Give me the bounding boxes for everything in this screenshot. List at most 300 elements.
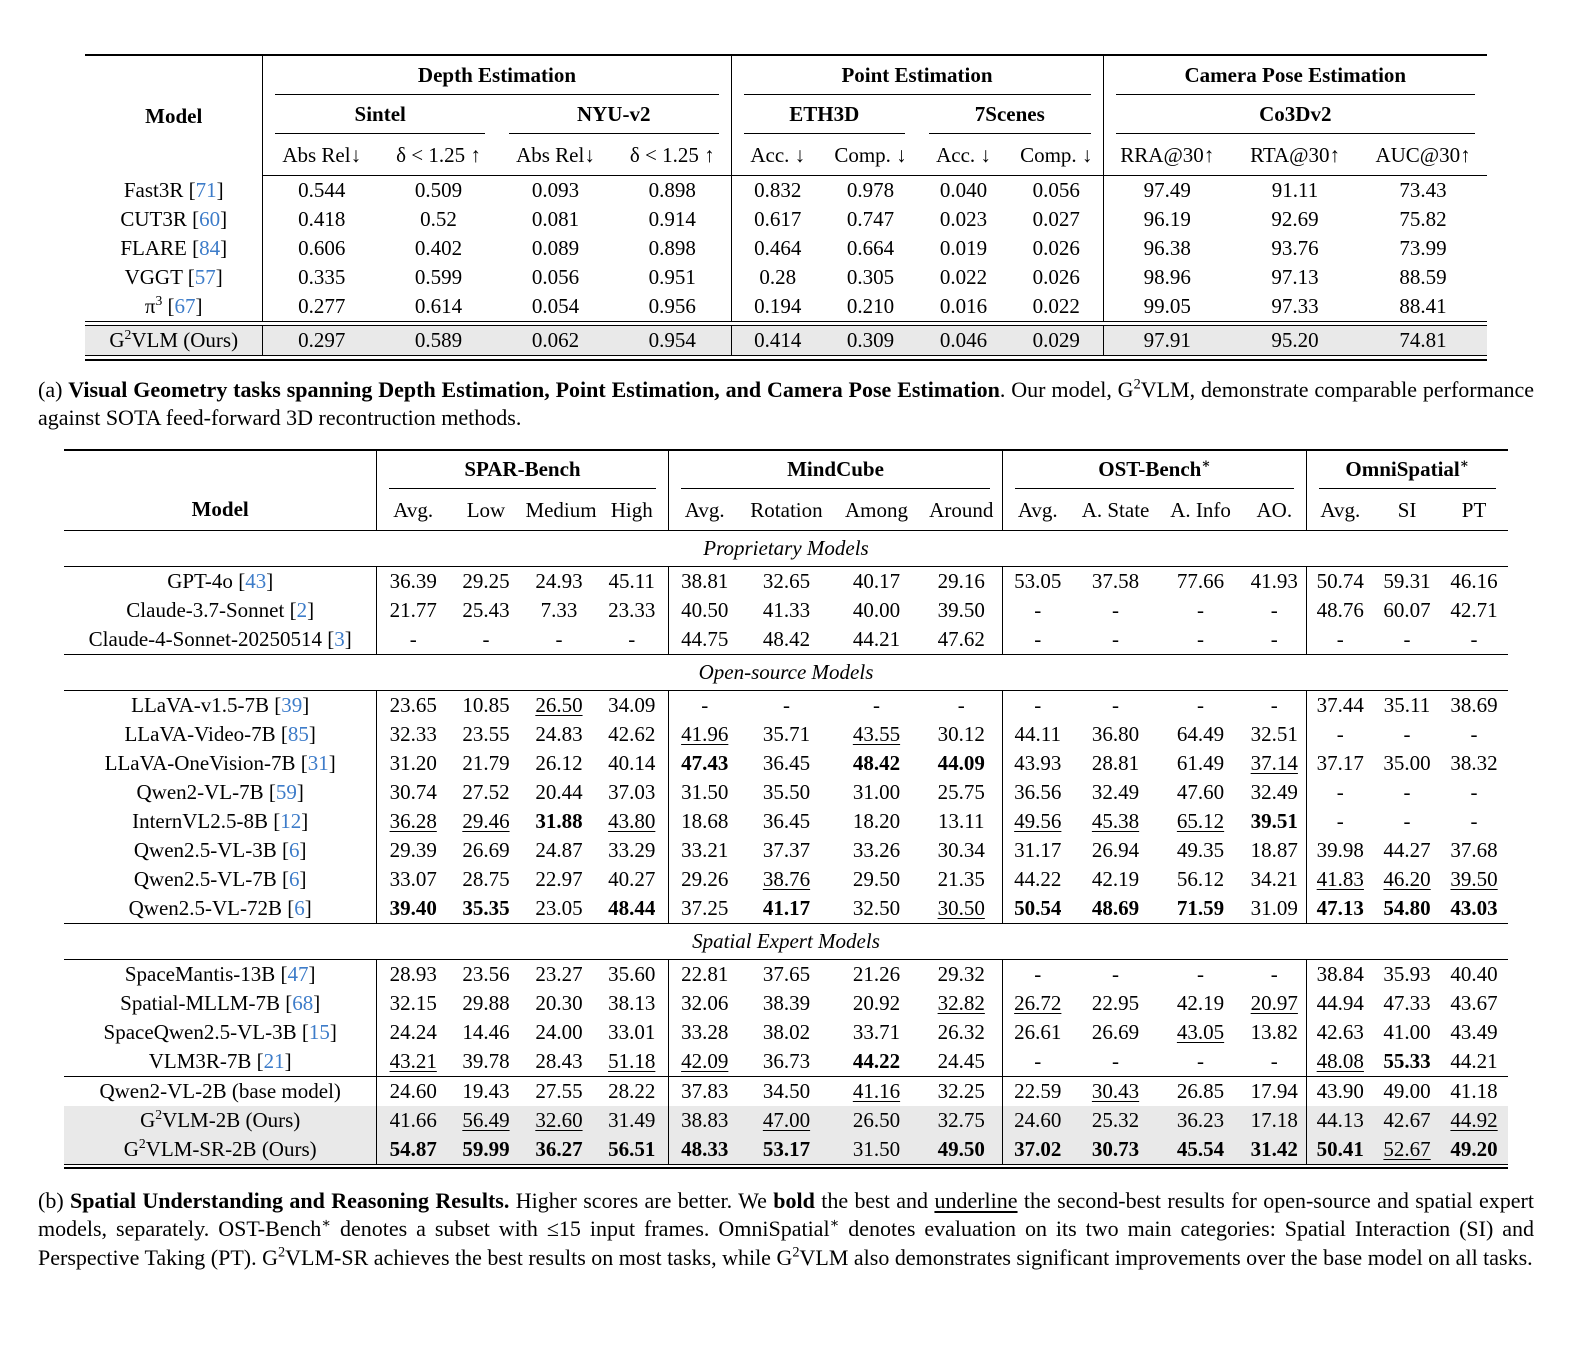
metric-value: - bbox=[1470, 721, 1478, 746]
metric-value: 42.19 bbox=[1176, 990, 1225, 1015]
metric-header: δ < 1.25 ↑ bbox=[380, 135, 497, 176]
citation-link[interactable]: 60 bbox=[199, 207, 221, 231]
metric-value: 0.277 bbox=[298, 294, 346, 318]
table-row bbox=[64, 1135, 1507, 1165]
metric-value: 0.335 bbox=[298, 265, 346, 289]
metric-value: 48.44 bbox=[608, 895, 656, 920]
metric-value: 31.88 bbox=[535, 808, 583, 833]
metric-value-cell bbox=[1441, 596, 1508, 625]
metric-value-cell bbox=[449, 566, 522, 596]
metric-value-cell bbox=[376, 720, 449, 749]
metric-value-cell bbox=[449, 959, 522, 989]
metric-value: 24.60 bbox=[389, 1078, 437, 1103]
metric-value: 32.65 bbox=[762, 568, 811, 593]
metric-value-cell bbox=[1441, 720, 1508, 749]
metric-value-cell bbox=[595, 989, 668, 1018]
citation-link[interactable]: 3 bbox=[334, 626, 345, 651]
metric-value: 43.21 bbox=[389, 1048, 437, 1073]
model-name: $\pi^3$ bbox=[144, 293, 163, 318]
metric-value-cell bbox=[376, 894, 449, 924]
metric-value-cell bbox=[832, 596, 920, 625]
metric-value: 47.00 bbox=[762, 1107, 811, 1132]
metric-value-cell bbox=[1441, 807, 1508, 836]
metric-value-cell bbox=[1243, 1076, 1307, 1106]
citation-link[interactable]: 12 bbox=[280, 808, 302, 833]
metric-value: 43.03 bbox=[1450, 895, 1498, 920]
citation-link[interactable]: 39 bbox=[281, 692, 303, 717]
citation-link[interactable]: 47 bbox=[287, 961, 309, 986]
metric-value-cell bbox=[668, 1018, 740, 1047]
metric-value: 13.11 bbox=[938, 808, 985, 833]
metric-value: 0.056 bbox=[1032, 178, 1080, 202]
metric-value-cell bbox=[1243, 1018, 1307, 1047]
metric-value: - bbox=[1470, 626, 1478, 651]
metric-value-cell bbox=[740, 778, 832, 807]
section-header-row bbox=[64, 654, 1507, 690]
metric-value: 31.49 bbox=[608, 1107, 656, 1132]
metric-value-cell bbox=[497, 205, 614, 234]
metric-value-cell bbox=[1073, 1076, 1159, 1106]
metric-value-cell bbox=[1441, 1047, 1508, 1077]
metric-value-cell bbox=[1441, 894, 1508, 924]
metric-value: 0.414 bbox=[754, 328, 802, 352]
metric-value-cell bbox=[449, 625, 522, 655]
table-row bbox=[64, 778, 1507, 807]
metric-value-cell bbox=[1441, 778, 1508, 807]
metric-value: 20.44 bbox=[535, 779, 583, 804]
metric-value: 38.13 bbox=[608, 990, 656, 1015]
metric-value: 41.00 bbox=[1383, 1019, 1431, 1044]
metric-value: 41.96 bbox=[681, 721, 729, 746]
metric-value: 71.59 bbox=[1176, 895, 1225, 920]
metric-value-cell bbox=[740, 566, 832, 596]
metric-value-cell bbox=[1374, 690, 1441, 720]
metric-value: 33.71 bbox=[852, 1019, 901, 1044]
table-row bbox=[64, 959, 1507, 989]
metric-value: 0.297 bbox=[298, 328, 346, 352]
metric-value-cell bbox=[824, 292, 917, 322]
citation-link[interactable]: 84 bbox=[199, 236, 221, 260]
metric-value-cell bbox=[497, 263, 614, 292]
metric-value: 19.43 bbox=[462, 1078, 510, 1103]
metric-value-cell bbox=[1243, 778, 1307, 807]
metric-value-cell bbox=[449, 1106, 522, 1135]
metric-value-cell bbox=[731, 205, 824, 234]
metric-value: 26.12 bbox=[535, 750, 583, 775]
metric-value-cell bbox=[614, 234, 731, 263]
metric-value-cell bbox=[1159, 959, 1243, 989]
metric-value: 52.67 bbox=[1383, 1136, 1431, 1161]
metric-value-cell bbox=[1307, 1076, 1374, 1106]
metric-value: - bbox=[1112, 961, 1120, 986]
metric-value: - bbox=[1470, 779, 1478, 804]
metric-value: 38.39 bbox=[762, 990, 811, 1015]
model-name-cell: CUT3R [60] bbox=[120, 207, 228, 231]
metric-value-cell bbox=[1073, 1135, 1159, 1165]
rule-spacer-cell bbox=[64, 1164, 1507, 1168]
metric-value-cell bbox=[522, 690, 595, 720]
metric-value-cell bbox=[832, 1076, 920, 1106]
metric-value: 0.747 bbox=[846, 207, 895, 231]
metric-value-cell bbox=[668, 807, 740, 836]
metric-value-cell bbox=[522, 1047, 595, 1077]
metric-value-cell bbox=[522, 894, 595, 924]
metric-value-cell bbox=[668, 1135, 740, 1165]
model-name: GPT-4o bbox=[167, 568, 233, 593]
metric-value-cell bbox=[832, 1047, 920, 1077]
metric-value: 0.617 bbox=[754, 207, 802, 231]
metric-value-cell bbox=[740, 807, 832, 836]
metric-value-cell bbox=[522, 989, 595, 1018]
metric-value-cell bbox=[522, 959, 595, 989]
metric-value: 47.33 bbox=[1383, 990, 1431, 1015]
metric-value-cell bbox=[1073, 720, 1159, 749]
metric-value-cell bbox=[614, 205, 731, 234]
metric-value-cell bbox=[1159, 1106, 1243, 1135]
citation-link[interactable]: 43 bbox=[245, 568, 267, 593]
metric-value-cell bbox=[1103, 292, 1231, 322]
metric-value-cell bbox=[595, 894, 668, 924]
metric-value-cell bbox=[668, 989, 740, 1018]
metric-value: 44.13 bbox=[1316, 1107, 1364, 1132]
metric-value-cell bbox=[1073, 749, 1159, 778]
model-name-cell: Qwen2.5-VL-72B [6] bbox=[128, 895, 312, 920]
metric-value-cell bbox=[595, 778, 668, 807]
metric-value: 0.898 bbox=[648, 236, 696, 260]
model-name: Spatial-MLLM-7B bbox=[120, 990, 280, 1015]
metric-value: 31.20 bbox=[389, 750, 437, 775]
metric-value: 32.49 bbox=[1250, 779, 1298, 804]
metric-value-cell bbox=[1003, 1047, 1073, 1077]
metric-value-cell bbox=[1441, 989, 1508, 1018]
metric-value-cell bbox=[595, 1047, 668, 1077]
metric-value: 13.82 bbox=[1250, 1019, 1298, 1044]
metric-value: 54.87 bbox=[389, 1136, 437, 1161]
metric-value-cell bbox=[376, 1018, 449, 1047]
table-row bbox=[64, 596, 1507, 625]
citation-link[interactable]: 6 bbox=[294, 895, 305, 920]
metric-value-cell bbox=[1159, 865, 1243, 894]
metric-value-cell bbox=[832, 749, 920, 778]
metric-value: 17.94 bbox=[1250, 1078, 1298, 1103]
metric-value-cell bbox=[1441, 1076, 1508, 1106]
metric-value-cell bbox=[1010, 234, 1103, 263]
citation-link[interactable]: 15 bbox=[308, 1019, 330, 1044]
visual-geometry-table-wrap bbox=[36, 54, 1536, 361]
metric-value: 31.50 bbox=[681, 779, 729, 804]
metric-value: 48.69 bbox=[1091, 895, 1140, 920]
metric-value-cell bbox=[920, 1018, 1002, 1047]
metric-value: 56.51 bbox=[608, 1136, 656, 1161]
metric-value: 0.022 bbox=[939, 265, 988, 289]
citation-link[interactable]: 6 bbox=[289, 866, 300, 891]
metric-value: 0.951 bbox=[648, 265, 696, 289]
table-row bbox=[64, 749, 1507, 778]
metric-value: - bbox=[1403, 721, 1411, 746]
metric-value: 40.27 bbox=[608, 866, 656, 891]
metric-value: 41.33 bbox=[762, 597, 811, 622]
metric-value: 47.60 bbox=[1176, 779, 1225, 804]
metric-value: 0.544 bbox=[298, 178, 346, 202]
metric-value: 22.81 bbox=[681, 961, 729, 986]
metric-value-cell bbox=[1307, 894, 1374, 924]
metric-value-cell bbox=[1359, 292, 1487, 322]
metric-value: 32.51 bbox=[1250, 721, 1298, 746]
metric-value: 25.75 bbox=[937, 779, 985, 804]
metric-value-cell bbox=[920, 625, 1002, 655]
citation-link[interactable]: 67 bbox=[174, 294, 196, 318]
metric-value: 49.00 bbox=[1383, 1078, 1431, 1103]
metric-value: 36.28 bbox=[389, 808, 437, 833]
metric-value: 59.99 bbox=[462, 1136, 510, 1161]
dataset-header: Co3Dv2 bbox=[1103, 95, 1487, 135]
metric-value: 48.33 bbox=[681, 1136, 729, 1161]
metric-value: 40.14 bbox=[608, 750, 656, 775]
metric-value-cell bbox=[1374, 1106, 1441, 1135]
model-name: SpaceMantis-13B bbox=[124, 961, 276, 986]
metric-value: 28.81 bbox=[1091, 750, 1140, 775]
metric-header: RTA@30↑ bbox=[1231, 135, 1359, 176]
metric-value-cell bbox=[740, 836, 832, 865]
metric-value: 31.00 bbox=[852, 779, 901, 804]
metric-value: 0.062 bbox=[531, 328, 580, 352]
metric-value-cell bbox=[1243, 625, 1307, 655]
metric-value-cell bbox=[1374, 1076, 1441, 1106]
metric-value: - bbox=[782, 692, 790, 717]
metric-value-cell bbox=[1159, 625, 1243, 655]
model-name-cell: LLaVA-Video-7B [85] bbox=[124, 721, 316, 746]
metric-value-cell bbox=[1003, 566, 1073, 596]
metric-value-cell bbox=[1307, 1135, 1374, 1165]
metric-value: 30.50 bbox=[937, 895, 985, 920]
metric-value-cell bbox=[263, 292, 380, 322]
metric-value: 35.00 bbox=[1383, 750, 1431, 775]
metric-value-cell bbox=[1441, 625, 1508, 655]
metric-value-cell bbox=[1159, 1018, 1243, 1047]
metric-value-cell bbox=[1243, 894, 1307, 924]
model-name: Qwen2.5-VL-7B bbox=[133, 866, 277, 891]
metric-value-cell bbox=[449, 894, 522, 924]
metric-value-cell bbox=[1374, 1018, 1441, 1047]
metric-value: 77.66 bbox=[1176, 568, 1225, 593]
metric-value: 35.11 bbox=[1383, 692, 1431, 717]
metric-value-cell bbox=[668, 596, 740, 625]
metric-value-cell bbox=[1003, 625, 1073, 655]
metric-value-cell bbox=[832, 1018, 920, 1047]
citation-link[interactable]: 6 bbox=[289, 837, 300, 862]
metric-value-cell bbox=[263, 176, 380, 206]
metric-value: 49.50 bbox=[937, 1136, 985, 1161]
metric-value-cell bbox=[1307, 778, 1374, 807]
metric-value: 49.20 bbox=[1450, 1136, 1498, 1161]
metric-value-cell bbox=[740, 720, 832, 749]
metric-value: 32.33 bbox=[389, 721, 437, 746]
metric-value-cell bbox=[449, 1018, 522, 1047]
metric-value-cell bbox=[595, 720, 668, 749]
metric-value-cell bbox=[380, 176, 497, 206]
caption-text: Higher scores are better. We bbox=[509, 1188, 774, 1214]
citation-link[interactable]: 31 bbox=[307, 750, 329, 775]
metric-value: 42.62 bbox=[608, 721, 656, 746]
metric-value-cell bbox=[1159, 690, 1243, 720]
metric-value-cell bbox=[522, 778, 595, 807]
metric-value-cell bbox=[731, 292, 824, 322]
metric-value-cell bbox=[1159, 1076, 1243, 1106]
metric-value: 0.056 bbox=[531, 265, 580, 289]
model-name: InternVL2.5-8B bbox=[132, 808, 268, 833]
metric-value-cell bbox=[1073, 865, 1159, 894]
model-name: VGGT bbox=[124, 265, 183, 289]
metric-value: 34.09 bbox=[608, 692, 656, 717]
metric-value-cell bbox=[263, 326, 380, 356]
metric-header: PT bbox=[1441, 490, 1508, 531]
model-name-cell bbox=[85, 326, 263, 356]
metric-value-cell bbox=[920, 1106, 1002, 1135]
model-name-cell: Qwen2-VL-7B [59] bbox=[136, 779, 304, 804]
metric-header: Avg. bbox=[668, 490, 740, 531]
metric-value-cell bbox=[1374, 894, 1441, 924]
metric-value-cell bbox=[920, 836, 1002, 865]
metric-value-cell bbox=[1307, 836, 1374, 865]
metric-value-cell bbox=[522, 836, 595, 865]
metric-value-cell bbox=[449, 807, 522, 836]
metric-value-cell bbox=[1003, 1076, 1073, 1106]
metric-value-cell bbox=[614, 176, 731, 206]
metric-value-cell bbox=[1307, 566, 1374, 596]
metric-value-cell bbox=[595, 807, 668, 836]
metric-value: 23.65 bbox=[389, 692, 437, 717]
metric-header: Comp. ↓ bbox=[1010, 135, 1103, 176]
metric-value-cell bbox=[740, 865, 832, 894]
metric-value-cell bbox=[731, 263, 824, 292]
metric-value: 37.17 bbox=[1316, 750, 1364, 775]
metric-header: Avg. bbox=[1003, 490, 1073, 531]
metric-value-cell bbox=[497, 326, 614, 356]
metric-value-cell bbox=[740, 894, 832, 924]
model-name: Qwen2-VL-2B (base model) bbox=[99, 1078, 341, 1103]
metric-value: 33.29 bbox=[608, 837, 656, 862]
metric-value-cell bbox=[920, 865, 1002, 894]
metric-value: 42.63 bbox=[1316, 1019, 1364, 1044]
section-label: Spatial Expert Models bbox=[64, 923, 1507, 959]
metric-value: 33.07 bbox=[389, 866, 437, 891]
metric-value-cell bbox=[1003, 959, 1073, 989]
metric-value-cell bbox=[1073, 778, 1159, 807]
metric-value: 0.464 bbox=[754, 236, 802, 260]
metric-value: 30.43 bbox=[1091, 1078, 1140, 1103]
metric-header: RRA@30↑ bbox=[1103, 135, 1231, 176]
metric-value: 50.41 bbox=[1316, 1136, 1364, 1161]
metric-value: 29.25 bbox=[462, 568, 510, 593]
caption-b bbox=[38, 1187, 1534, 1271]
metric-value: 48.42 bbox=[762, 626, 811, 651]
metric-value: 0.898 bbox=[648, 178, 696, 202]
metric-value-cell bbox=[668, 1047, 740, 1077]
metric-value: - bbox=[1112, 1048, 1120, 1073]
table-row bbox=[64, 720, 1507, 749]
metric-value-cell bbox=[740, 1076, 832, 1106]
metric-value: 73.43 bbox=[1399, 178, 1447, 202]
table-row bbox=[64, 690, 1507, 720]
metric-value-cell bbox=[1243, 959, 1307, 989]
metric-value: 48.42 bbox=[852, 750, 901, 775]
metric-value-cell bbox=[1159, 894, 1243, 924]
metric-value-cell bbox=[740, 1047, 832, 1077]
metric-value-cell bbox=[449, 836, 522, 865]
metric-value: 35.93 bbox=[1383, 961, 1431, 986]
metric-value: 23.56 bbox=[462, 961, 510, 986]
citation-link[interactable]: 21 bbox=[263, 1048, 285, 1073]
metric-value: 38.02 bbox=[762, 1019, 811, 1044]
metric-value-cell bbox=[380, 234, 497, 263]
metric-value: 24.00 bbox=[535, 1019, 583, 1044]
model-name-cell: $\pi^3$ [67] bbox=[144, 293, 203, 318]
metric-value: 92.69 bbox=[1271, 207, 1319, 231]
metric-value-cell bbox=[1073, 1106, 1159, 1135]
metric-value: - bbox=[1034, 1048, 1042, 1073]
citation-link[interactable]: 2 bbox=[296, 597, 308, 622]
metric-header: Medium bbox=[522, 490, 595, 531]
metric-value: 44.27 bbox=[1383, 837, 1431, 862]
model-name: Qwen2-VL-7B bbox=[136, 779, 264, 804]
model-name: Fast3R bbox=[123, 177, 184, 202]
metric-value: 24.45 bbox=[937, 1048, 985, 1073]
table-row bbox=[64, 807, 1507, 836]
citation-link[interactable]: 68 bbox=[292, 990, 314, 1015]
metric-value-cell bbox=[1359, 176, 1487, 206]
metric-value: 31.17 bbox=[1014, 837, 1062, 862]
metric-value-cell bbox=[832, 1135, 920, 1165]
metric-value-cell bbox=[1441, 865, 1508, 894]
dataset-row bbox=[85, 95, 1487, 135]
metric-value-cell bbox=[668, 959, 740, 989]
metric-value-cell bbox=[449, 989, 522, 1018]
metric-value-cell bbox=[522, 749, 595, 778]
metric-value: - bbox=[1034, 626, 1042, 651]
metric-value: 39.40 bbox=[389, 895, 437, 920]
metric-value: 36.80 bbox=[1091, 721, 1140, 746]
model-name-cell: LLaVA-v1.5-7B [39] bbox=[131, 692, 310, 717]
citation-link[interactable]: 59 bbox=[275, 779, 297, 804]
metric-value-cell bbox=[449, 720, 522, 749]
citation-link[interactable]: 85 bbox=[287, 721, 309, 746]
metric-value: 0.589 bbox=[414, 328, 463, 352]
metric-value-cell bbox=[740, 1018, 832, 1047]
metric-value-cell bbox=[1003, 1106, 1073, 1135]
metric-value: 35.60 bbox=[608, 961, 656, 986]
metric-value: - bbox=[1197, 597, 1205, 622]
metric-value: - bbox=[1197, 692, 1205, 717]
metric-value: - bbox=[1470, 808, 1478, 833]
metric-value: - bbox=[701, 692, 709, 717]
citation-link[interactable]: 57 bbox=[194, 265, 216, 289]
metric-value: 0.978 bbox=[846, 178, 895, 202]
metric-value-cell bbox=[1441, 836, 1508, 865]
metric-value-cell bbox=[832, 720, 920, 749]
metric-value: - bbox=[1197, 961, 1205, 986]
metric-value-cell bbox=[449, 749, 522, 778]
metric-value-cell bbox=[1374, 865, 1441, 894]
metric-value: 60.07 bbox=[1383, 597, 1431, 622]
metric-value-cell bbox=[1003, 1135, 1073, 1165]
metric-value-cell bbox=[832, 807, 920, 836]
metric-value: 0.027 bbox=[1032, 207, 1080, 231]
model-name: Claude-4-Sonnet-20250514 bbox=[88, 626, 322, 651]
metric-value-cell bbox=[263, 263, 380, 292]
citation-link[interactable]: 71 bbox=[195, 177, 217, 202]
metric-value-cell bbox=[1073, 894, 1159, 924]
metric-value-cell bbox=[1243, 1047, 1307, 1077]
